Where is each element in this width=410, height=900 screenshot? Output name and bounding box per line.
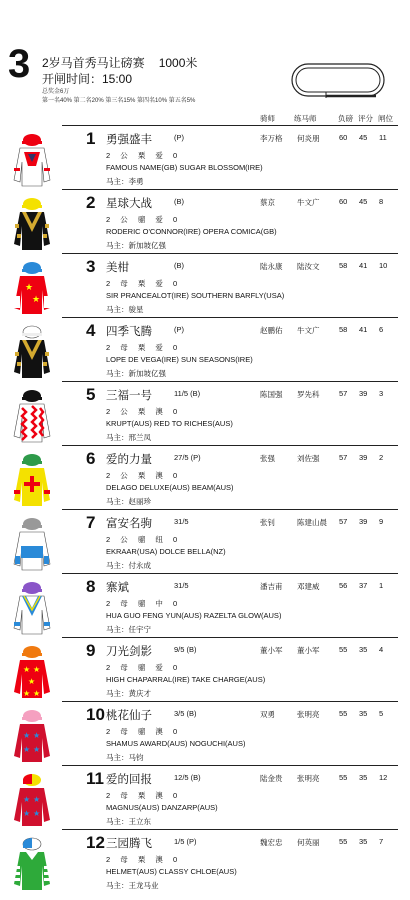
entry-5 xyxy=(62,381,398,451)
horse-name: 三园腾飞 xyxy=(106,838,152,850)
pedigree: SIR PRANCEALOT(IRE) SOUTHERN BARFLY(USA) xyxy=(106,291,285,300)
pedigree: DELAGO DELUXE(AUS) BEAM(AUS) xyxy=(106,483,234,492)
owner: 马主：付永成 xyxy=(106,561,151,570)
jockey: 陆永康 xyxy=(260,262,283,271)
col-trainer: 练马师 xyxy=(294,114,317,123)
col-barrier: 闸位 xyxy=(378,114,393,123)
track-map-icon xyxy=(286,58,390,102)
svg-text:★: ★ xyxy=(33,731,41,740)
horse-description: 2 母 栗 澳 0 xyxy=(106,791,182,800)
svg-text:★: ★ xyxy=(33,795,41,804)
jockey: 李万格 xyxy=(260,134,283,143)
horse-description: 2 母 栗 爱 0 xyxy=(106,279,182,288)
horse-number: 11 xyxy=(86,769,104,788)
odds: 31/5 xyxy=(174,581,189,590)
trainer: 牛文广 xyxy=(297,198,320,207)
horse-description: 2 公 骝 纽 0 xyxy=(106,535,182,544)
svg-text:★: ★ xyxy=(25,283,34,293)
horse-name: 爱的力量 xyxy=(106,454,152,466)
horse-description: 2 母 栗 澳 0 xyxy=(106,855,182,864)
horse-description: 2 母 骝 中 0 xyxy=(106,599,182,608)
weight: 55 xyxy=(339,709,348,718)
jockey-silks-icon xyxy=(12,580,52,636)
trainer: 牛文广 xyxy=(297,326,320,335)
weight: 58 xyxy=(339,261,348,270)
horse-description: 2 母 栗 爱 0 xyxy=(106,343,182,352)
race-title xyxy=(42,54,197,71)
jockey: 双勇 xyxy=(260,710,275,719)
svg-text:★: ★ xyxy=(23,809,31,818)
odds: 9/5 (B) xyxy=(174,645,197,654)
horse-description: 2 公 栗 爱 0 xyxy=(106,151,182,160)
jockey-silks-icon xyxy=(12,196,52,252)
rating: 41 xyxy=(359,325,368,334)
svg-text:★: ★ xyxy=(33,689,41,698)
barrier: 6 xyxy=(379,325,384,334)
race-name: 2岁马首秀马让磅赛 xyxy=(42,56,145,70)
rating: 35 xyxy=(359,645,368,654)
weight: 58 xyxy=(339,325,348,334)
rating: 37 xyxy=(359,581,368,590)
jockey-silks-icon xyxy=(12,132,52,188)
svg-text:★: ★ xyxy=(33,809,41,818)
pedigree: HIGH CHAPARRAL(IRE) TAKE CHARGE(AUS) xyxy=(106,675,266,684)
horse-name: 美柑 xyxy=(106,262,129,274)
race-start-time: 开闸时间：15:00 xyxy=(42,72,133,86)
col-jockey: 骑师 xyxy=(260,114,275,123)
horse-name: 爱的回报 xyxy=(106,774,152,786)
odds: 1/5 (P) xyxy=(174,837,197,846)
horse-number: 7 xyxy=(86,513,96,532)
barrier: 11 xyxy=(379,133,387,142)
horse-name: 星球大战 xyxy=(106,198,152,210)
trainer: 邓建威 xyxy=(297,582,320,591)
horse-number: 5 xyxy=(86,385,96,404)
barrier: 2 xyxy=(379,453,384,462)
odds: (B) xyxy=(174,261,184,270)
svg-text:★: ★ xyxy=(23,689,31,698)
entry-7 xyxy=(62,509,398,579)
svg-text:★: ★ xyxy=(23,731,31,740)
rating: 35 xyxy=(359,773,368,782)
horse-number: 9 xyxy=(86,641,96,660)
rating: 41 xyxy=(359,261,368,270)
pedigree: LOPE DE VEGA(IRE) SUN SEASONS(IRE) xyxy=(106,355,253,364)
entry-12 xyxy=(62,829,398,899)
barrier: 12 xyxy=(379,773,388,782)
svg-text:★: ★ xyxy=(28,677,36,686)
owner: 马主：王龙马业 xyxy=(106,881,159,890)
rating: 35 xyxy=(359,837,368,846)
jockey-silks-icon xyxy=(12,516,52,572)
rating: 39 xyxy=(359,517,368,526)
entry-6 xyxy=(62,445,398,515)
jockey-silks-icon xyxy=(12,388,52,444)
owner: 马主：任宇宁 xyxy=(106,625,151,634)
horse-number: 8 xyxy=(86,577,96,596)
barrier: 9 xyxy=(379,517,384,526)
pedigree: EKRAAR(USA) DOLCE BELLA(NZ) xyxy=(106,547,226,556)
odds: 12/5 (B) xyxy=(174,773,201,782)
horse-number: 12 xyxy=(86,833,105,852)
barrier: 5 xyxy=(379,709,384,718)
horse-number: 3 xyxy=(86,257,96,276)
weight: 60 xyxy=(339,133,348,142)
owner: 马主：黄庆才 xyxy=(106,689,151,698)
pedigree: HELMET(AUS) CLASSY CHLOE(AUS) xyxy=(106,867,237,876)
horse-description: 2 公 栗 澳 0 xyxy=(106,407,182,416)
jockey: 赵鹏佑 xyxy=(260,326,283,335)
prize-total: 总奖金6万 xyxy=(42,89,70,95)
trainer: 陆汝文 xyxy=(297,262,320,271)
odds: (B) xyxy=(174,197,184,206)
race-distance: 1000米 xyxy=(158,56,198,70)
entry-4 xyxy=(62,317,398,387)
weight: 55 xyxy=(339,773,348,782)
entry-8 xyxy=(62,573,398,643)
horse-description: 2 母 骝 爱 0 xyxy=(106,663,182,672)
horse-name: 刀光剑影 xyxy=(106,646,152,658)
horse-description: 2 公 栗 澳 0 xyxy=(106,471,182,480)
rating: 39 xyxy=(359,453,368,462)
jockey: 蔡京 xyxy=(260,198,275,207)
jockey: 潘吉甫 xyxy=(260,582,283,591)
barrier: 1 xyxy=(379,581,384,590)
trainer: 张明亮 xyxy=(297,774,320,783)
jockey-silks-icon xyxy=(12,836,52,892)
owner: 马主：李勇 xyxy=(106,177,144,186)
rating: 35 xyxy=(359,709,368,718)
horse-number: 1 xyxy=(86,129,96,148)
pedigree: KRUPT(AUS) RED TO RICHES(AUS) xyxy=(106,419,233,428)
barrier: 3 xyxy=(379,389,384,398)
race-number: 3 xyxy=(8,42,31,86)
trainer: 董小军 xyxy=(297,646,320,655)
jockey-silks-icon xyxy=(12,708,52,764)
weight: 55 xyxy=(339,837,348,846)
odds: 3/5 (B) xyxy=(174,709,197,718)
pedigree: RODERIC O'CONNOR(IRE) OPERA COMICA(GB) xyxy=(106,227,277,236)
jockey: 董小军 xyxy=(260,646,283,655)
jockey: 魏宏忠 xyxy=(260,838,283,847)
barrier: 7 xyxy=(379,837,384,846)
jockey: 张钊 xyxy=(260,518,275,527)
odds: 31/5 xyxy=(174,517,189,526)
entry-10 xyxy=(23,701,398,771)
pedigree: HUA GUO FENG YUN(AUS) RAZELTA GLOW(AUS) xyxy=(106,611,282,620)
trainer: 张明亮 xyxy=(297,710,320,719)
odds: (P) xyxy=(174,133,184,142)
horse-number: 4 xyxy=(86,321,96,340)
jockey-silks-icon xyxy=(12,324,52,380)
odds: 27/5 (P) xyxy=(174,453,201,462)
entry-1 xyxy=(62,125,398,195)
entry-2 xyxy=(62,189,398,259)
horse-description: 2 公 骝 爱 0 xyxy=(106,215,182,224)
svg-text:★: ★ xyxy=(33,665,41,674)
pedigree: SHAMUS AWARD(AUS) NOGUCHI(AUS) xyxy=(106,739,246,748)
svg-text:★: ★ xyxy=(32,295,41,305)
trainer: 何英丽 xyxy=(297,838,320,847)
entry-9 xyxy=(23,637,398,707)
col-weight: 负磅 xyxy=(338,114,353,123)
owner: 马主：王立东 xyxy=(106,817,151,826)
horse-description: 2 母 骝 澳 0 xyxy=(106,727,182,736)
horse-number: 2 xyxy=(86,193,96,212)
trainer: 罗先科 xyxy=(297,390,320,399)
horse-name: 富安名驹 xyxy=(106,518,152,530)
owner: 马主：新加坡亿强 xyxy=(106,369,166,378)
pedigree: FAMOUS NAME(GB) SUGAR BLOSSOM(IRE) xyxy=(106,163,263,172)
weight: 57 xyxy=(339,389,348,398)
owner: 马主：邢兰凤 xyxy=(106,433,151,442)
weight: 60 xyxy=(339,197,348,206)
col-rating: 评分 xyxy=(358,114,373,123)
svg-text:★: ★ xyxy=(23,745,31,754)
horse-name: 三福一号 xyxy=(106,390,152,402)
rating: 39 xyxy=(359,389,368,398)
pedigree: MAGNUS(AUS) DANZARP(AUS) xyxy=(106,803,218,812)
svg-text:★: ★ xyxy=(23,795,31,804)
barrier: 8 xyxy=(379,197,384,206)
trainer: 何炎朋 xyxy=(297,134,320,143)
svg-text:★: ★ xyxy=(33,745,41,754)
entry-3 xyxy=(25,253,398,323)
owner: 马主：新加坡亿强 xyxy=(106,241,166,250)
horse-number: 10 xyxy=(86,705,105,724)
horse-name: 四季飞腾 xyxy=(106,326,152,338)
barrier: 4 xyxy=(379,645,384,654)
entry-11 xyxy=(23,765,398,835)
rating: 45 xyxy=(359,133,368,142)
jockey: 张强 xyxy=(260,454,275,463)
odds: (P) xyxy=(174,325,184,334)
weight: 57 xyxy=(339,453,348,462)
owner: 马主：骏星 xyxy=(106,305,144,314)
jockey-silks-icon xyxy=(12,452,52,508)
trainer: 刘佐强 xyxy=(297,454,320,463)
rating: 45 xyxy=(359,197,368,206)
owner: 马主：马钧 xyxy=(106,753,144,762)
weight: 55 xyxy=(339,645,348,654)
trainer: 陈建山晨 xyxy=(297,518,327,527)
race-header xyxy=(0,0,410,108)
jockey: 陆金贵 xyxy=(260,774,283,783)
jockey-silks-icon xyxy=(12,772,52,828)
jockey-silks-icon xyxy=(12,644,52,700)
horse-name: 桃花仙子 xyxy=(106,710,152,722)
jockey: 陈国强 xyxy=(260,390,283,399)
horse-number: 6 xyxy=(86,449,96,468)
horse-name: 勇强盛丰 xyxy=(106,134,152,146)
horse-name: 寨斌 xyxy=(106,582,129,594)
barrier: 10 xyxy=(379,261,388,270)
weight: 56 xyxy=(339,581,348,590)
prize-split: 第一名40% 第二名20% 第三名15% 第四名10% 第五名5% xyxy=(42,98,196,104)
jockey-silks-icon xyxy=(12,260,52,316)
svg-text:★: ★ xyxy=(23,665,31,674)
weight: 57 xyxy=(339,517,348,526)
odds: 11/5 (B) xyxy=(174,389,201,398)
owner: 马主：赵丽珍 xyxy=(106,497,151,506)
